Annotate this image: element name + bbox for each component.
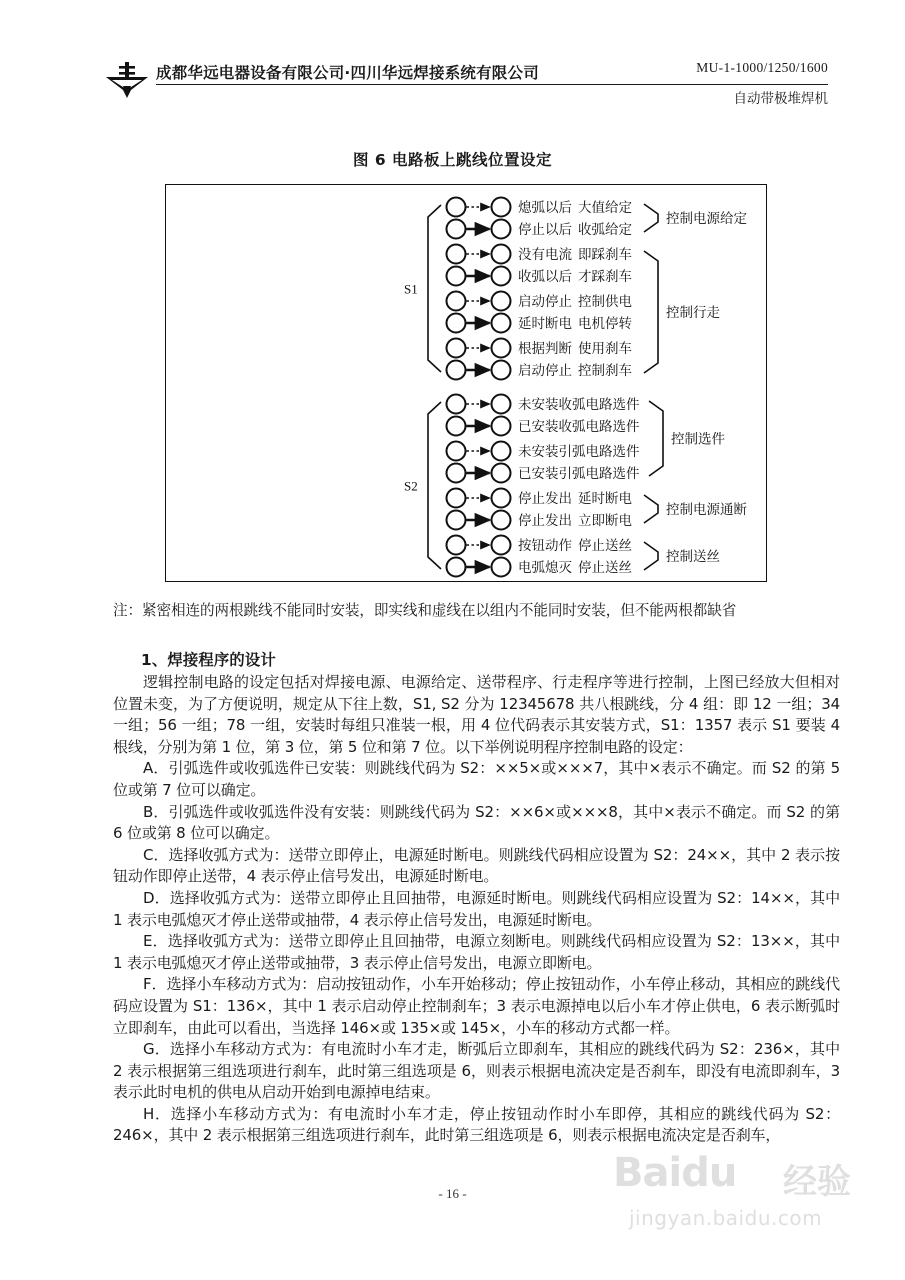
- group-brace: [649, 401, 663, 476]
- jumper-label-secondary: 大值给定: [578, 200, 632, 216]
- jumper-label-secondary: 延时断电: [578, 491, 632, 507]
- paragraph: G．选择小车移动方式为：有电流时小车才走，断弧后立即刹车，其相应的跳线代码为 S2：236×，其中 2 表示根据第三组选项进行刹车，此时第三组选项是 6，则表示根据电流决定是否刹车，即没有电流即刹车，3 表示此时电机的供电从启动开始到电源掉电结束。: [113, 1040, 840, 1102]
- jumper-label-primary: 延时断电: [518, 316, 572, 332]
- jumper-pin-left[interactable]: [447, 314, 466, 333]
- jumper-label-secondary: 立即断电: [578, 513, 632, 529]
- group-label: 控制送丝: [666, 549, 720, 565]
- jumper-pin-right[interactable]: [492, 417, 511, 436]
- jumper-label-primary: 已安装收弧电路选件: [518, 419, 640, 435]
- section-heading: 1、焊接程序的设计: [141, 651, 276, 669]
- jumper-row: [447, 314, 633, 333]
- jumper-label-primary: 已安装引弧电路选件: [518, 466, 640, 482]
- jumper-row: [447, 417, 640, 436]
- jumper-pin-right[interactable]: [492, 361, 511, 380]
- jumper-pin-left[interactable]: [447, 558, 466, 577]
- watermark-url: jingyan.baidu.com: [629, 1206, 823, 1230]
- jumper-row: [447, 198, 633, 217]
- jumper-label-primary: 收弧以后: [518, 269, 572, 285]
- paragraph: B．引弧选件或收弧选件没有安装：则跳线代码为 S2：××6×或×××8，其中×表示不确定。而 S2 的第 6 位或第 8 位可以确定。: [113, 802, 840, 843]
- jumper-row: [447, 511, 633, 530]
- jumper-label-primary: 未安装收弧电路选件: [518, 397, 640, 413]
- switch-bracket: [428, 402, 441, 569]
- figure-jumper-diagram: [165, 184, 767, 582]
- jumper-pin-left[interactable]: [447, 442, 466, 461]
- jumper-pin-right[interactable]: [492, 339, 511, 358]
- jumper-label-primary: 没有电流: [518, 247, 572, 263]
- figure-note: 注：紧密相连的两根跳线不能同时安装，即实线和虚线在以组内不能同时安装，但不能两根都缺省: [113, 602, 737, 619]
- jumper-label-secondary: 停止送丝: [578, 538, 632, 554]
- jumper-label-primary: 电弧熄灭: [518, 560, 572, 576]
- jumper-label-primary: 熄弧以后: [518, 200, 572, 216]
- jumper-pin-right[interactable]: [492, 198, 511, 217]
- paragraph: H．选择小车移动方式为：有电流时小车才走，停止按钮动作时小车即停，其相应的跳线代码为 S2：246×，其中 2 表示根据第三组选项进行刹车，此时第三组选项是 6，则表示根据电流决定是否刹车，: [113, 1104, 840, 1145]
- jumper-row: [447, 245, 633, 264]
- jumper-label-primary: 停止发出: [518, 491, 572, 507]
- jumper-pin-left[interactable]: [447, 339, 466, 358]
- jumper-row: [447, 442, 640, 461]
- jumper-pin-right[interactable]: [492, 489, 511, 508]
- header-divider: [156, 84, 828, 85]
- jumper-label-primary: 未安装引弧电路选件: [518, 444, 640, 460]
- jumper-row: [447, 361, 633, 380]
- jumper-pin-right[interactable]: [492, 220, 511, 239]
- jumper-label-secondary: 即踩刹车: [578, 247, 632, 263]
- jumper-diagram-svg: [166, 185, 763, 578]
- group-label: 控制电源给定: [666, 211, 747, 227]
- group-brace: [644, 495, 658, 523]
- jumper-row: [447, 267, 633, 286]
- jumper-row: [447, 536, 633, 555]
- jumper-pin-left[interactable]: [447, 464, 466, 483]
- jumper-pin-right[interactable]: [492, 464, 511, 483]
- jumper-pin-right[interactable]: [492, 442, 511, 461]
- group-label: 控制电源通断: [666, 502, 747, 518]
- jumper-label-secondary: 控制供电: [578, 294, 632, 310]
- jumper-row: [447, 395, 640, 414]
- jumper-pin-left[interactable]: [447, 417, 466, 436]
- jumper-label-primary: 启动停止: [518, 363, 572, 379]
- jumper-label-secondary: 使用刹车: [578, 341, 632, 357]
- jumper-label-primary: 停止以后: [518, 222, 572, 238]
- jumper-pin-right[interactable]: [492, 395, 511, 414]
- body-text-section: [113, 648, 840, 1147]
- jumper-pin-right[interactable]: [492, 511, 511, 530]
- group-brace: [644, 251, 658, 373]
- page-number: - 16 -: [438, 1186, 467, 1201]
- paragraph: A．引弧选件或收弧选件已安装：则跳线代码为 S2：××5×或×××7，其中×表示不确定。而 S2 的第 5 位或第 7 位可以确定。: [113, 759, 840, 799]
- header-company-line: 成都华远电器设备有限公司·四川华远焊接系统有限公司: [156, 64, 539, 82]
- switch-label: S2: [404, 478, 418, 494]
- jumper-label-primary: 启动停止: [518, 294, 572, 310]
- switch-bracket: [428, 205, 441, 372]
- watermark-brand-cn: 经验: [783, 1162, 851, 1202]
- paragraph: F．选择小车移动方式为：启动按钮动作，小车开始移动；停止按钮动作，小车停止移动，其相应的跳线代码应设置为 S1：136×，其中 1 表示启动停止控制刹车；3 表示电源掉电以后小车才停止供电，6 表示断弧时立即刹车，由此可以看出，当选择 146×或 135×或 145×，小车的移动方式都一样。: [113, 975, 840, 1037]
- jumper-label-secondary: 停止送丝: [578, 560, 632, 576]
- jumper-row: [447, 292, 633, 311]
- jumper-row: [447, 558, 633, 577]
- jumper-row: [447, 464, 640, 483]
- jumper-pin-right[interactable]: [492, 558, 511, 577]
- group-brace: [644, 542, 658, 570]
- page-header: [98, 58, 828, 110]
- jumper-pin-left[interactable]: [447, 220, 466, 239]
- jumper-pin-left[interactable]: [447, 198, 466, 217]
- paragraph: C．选择收弧方式为：送带立即停止，电源延时断电。则跳线代码相应设置为 S2：24××，其中 2 表示按钮动作即停止送带，4 表示停止信号发出，电源延时断电。: [113, 845, 840, 886]
- header-model-code: MU-1-1000/1250/1600: [696, 60, 828, 75]
- jumper-row: [447, 489, 633, 508]
- jumper-pin-right[interactable]: [492, 314, 511, 333]
- jumper-label-secondary: 控制刹车: [578, 363, 632, 379]
- paragraph: E．选择收弧方式为：送带立即停止且回抽带，电源立刻断电。则跳线代码相应设置为 S2：13××，其中 1 表示电弧熄灭才停止送带或抽带，3 表示停止信号发出，电源立即断电。: [113, 932, 840, 972]
- jumper-pin-right[interactable]: [492, 536, 511, 555]
- welding-torch-logo-icon: [104, 60, 150, 100]
- jumper-pin-right[interactable]: [492, 245, 511, 264]
- jumper-pin-left[interactable]: [447, 511, 466, 530]
- header-product-name: 自动带极堆焊机: [733, 91, 828, 107]
- jumper-label-secondary: 收弧给定: [578, 222, 632, 238]
- jumper-pin-right[interactable]: [492, 292, 511, 311]
- paragraph: D．选择收弧方式为：送带立即停止且回抽带，电源延时断电。则跳线代码相应设置为 S2：14××，其中 1 表示电弧熄灭才停止送带或抽带，4 表示停止信号发出，电源延时断电。: [113, 888, 840, 929]
- jumper-pin-left[interactable]: [447, 395, 466, 414]
- group-label: 控制行走: [666, 305, 720, 321]
- jumper-pin-left[interactable]: [447, 292, 466, 311]
- jumper-pin-left[interactable]: [447, 361, 466, 380]
- jumper-label-primary: 根据判断: [518, 341, 572, 357]
- jumper-label-secondary: 电机停转: [578, 316, 632, 332]
- jumper-row: [447, 339, 633, 358]
- jumper-label-secondary: 才踩刹车: [578, 269, 632, 285]
- jumper-pin-left[interactable]: [447, 536, 466, 555]
- jumper-pin-left[interactable]: [447, 267, 466, 286]
- group-label: 控制选件: [671, 431, 725, 448]
- jumper-pin-right[interactable]: [492, 267, 511, 286]
- jumper-label-primary: 按钮动作: [518, 538, 572, 554]
- switch-label: S1: [404, 281, 418, 297]
- paragraph-list: [113, 672, 840, 1147]
- watermark-brand: Baidu: [613, 1150, 737, 1196]
- group-brace: [644, 204, 658, 232]
- jumper-pin-left[interactable]: [447, 245, 466, 264]
- paragraph: 逻辑控制电路的设定包括对焊接电源、电源给定、送带程序、行走程序等进行控制，上图已经放大但相对位置未变，为了方便说明，规定从下往上数，S1, S2 分为 12345678 共八根跳线，分 4 组：即 12 一组；34 一组；56 一组；78 一组，安装时每组只准装一根，用 4 位代码表示其安装方式，S1：1357 表示 S1 要装 4 根线，分别为第 1 位，第 3 位，第 5 位和第 7 位。以下举例说明程序控制电路的设定：: [113, 673, 840, 756]
- jumper-pin-left[interactable]: [447, 489, 466, 508]
- jumper-label-primary: 停止发出: [518, 513, 572, 529]
- figure-title: 图 6 电路板上跳线位置设定: [352, 151, 553, 169]
- jumper-row: [447, 220, 633, 239]
